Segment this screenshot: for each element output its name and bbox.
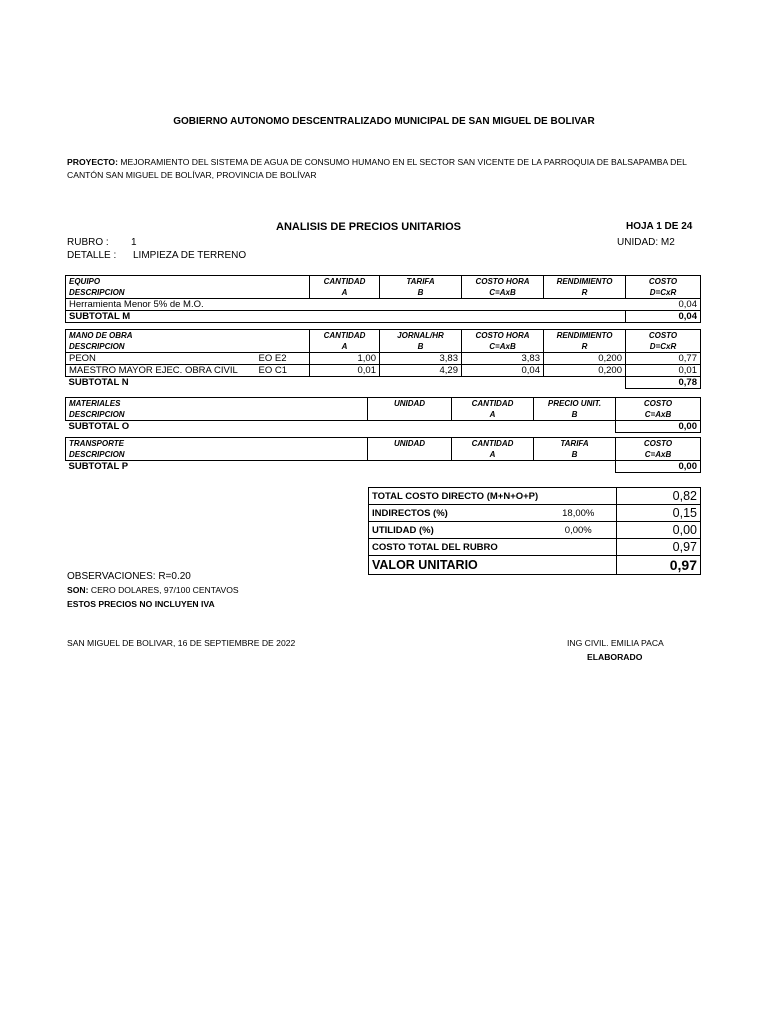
subtotal-row (66, 377, 701, 389)
subtotal-m-value: 0,04 (626, 311, 701, 323)
materiales-header-desc: MATERIALES DESCRIPCION (66, 398, 368, 421)
project-description (67, 156, 707, 182)
utilidad-value: 0,00 (617, 522, 701, 539)
subtotal-n-value: 0,78 (626, 377, 701, 389)
totals-table (368, 487, 701, 575)
labor-rendimiento: 0,200 (544, 365, 626, 377)
son-text: CERO DOLARES, 97/100 CENTAVOS (88, 585, 239, 595)
labor-jornal: 3,83 (380, 353, 462, 365)
subtotal-row (66, 461, 701, 473)
labor-category: EO E2 (256, 353, 310, 365)
transporte-header-cantidad: CANTIDAD A (452, 438, 534, 461)
unit-label: UNIDAD: M2 (617, 237, 675, 248)
subtotal-row (66, 311, 701, 323)
engineer-name: ING CIVIL. EMILIA PACA (567, 638, 664, 648)
labor-cantidad: 1,00 (310, 353, 380, 365)
equipo-header-rendimiento: RENDIMIENTO R (544, 276, 626, 299)
transporte-header-unidad: UNIDAD (368, 438, 452, 461)
costo-total-label: COSTO TOTAL DEL RUBRO (369, 539, 617, 556)
indirectos-value: 0,15 (617, 505, 701, 522)
subtotal-o-value: 0,00 (616, 421, 701, 433)
labor-jornal: 4,29 (380, 365, 462, 377)
materiales-header-precio: PRECIO UNIT. B (534, 398, 616, 421)
subtotal-row (66, 421, 701, 433)
labor-desc: PEON (66, 353, 256, 365)
elaborado-label: ELABORADO (587, 652, 643, 662)
equipo-header-costo-hora: COSTO HORA C=AxB (462, 276, 544, 299)
utilidad-row (369, 522, 701, 539)
transporte-header-desc: TRANSPORTE DESCRIPCION (66, 438, 368, 461)
indirectos-row (369, 505, 701, 522)
mano-obra-header (66, 330, 701, 353)
equipo-header-costo: COSTO D=CxR (626, 276, 701, 299)
equipo-row-desc: Herramienta Menor 5% de M.O. (66, 299, 626, 311)
subtotal-m-label: SUBTOTAL M (66, 311, 626, 323)
mano-obra-header-costo: COSTO D=CxR (626, 330, 701, 353)
mano-obra-header-rendimiento: RENDIMIENTO R (544, 330, 626, 353)
iva-note: ESTOS PRECIOS NO INCLUYEN IVA (67, 599, 215, 609)
mano-obra-table (65, 329, 701, 389)
mano-obra-header-desc: MANO DE OBRA DESCRIPCION (66, 330, 310, 353)
equipo-row-costo: 0,04 (626, 299, 701, 311)
observaciones: OBSERVACIONES: R=0.20 (67, 571, 191, 582)
labor-category: EO C1 (256, 365, 310, 377)
transporte-header-costo: COSTO C=AxB (616, 438, 701, 461)
subtotal-n-label: SUBTOTAL N (68, 377, 129, 389)
table-row (66, 353, 701, 365)
project-text: MEJORAMIENTO DEL SISTEMA DE AGUA DE CONSUMO HUMANO EN EL SECTOR SAN VICENTE DE LA PARROQUIA DE BALSAPAMBA DEL CANTÓN SAN MIGUEL DE BOLÍVAR, PROVINCIA DE BOLÍVAR (67, 157, 687, 180)
labor-desc: MAESTRO MAYOR EJEC. OBRA CIVIL (66, 365, 256, 377)
equipo-header (66, 276, 701, 299)
mano-obra-header-costo-hora: COSTO HORA C=AxB (462, 330, 544, 353)
labor-cantidad: 0,01 (310, 365, 380, 377)
materiales-header-unidad: UNIDAD (368, 398, 452, 421)
labor-rendimiento: 0,200 (544, 353, 626, 365)
analysis-title: ANALISIS DE PRECIOS UNITARIOS (276, 221, 461, 233)
project-label: PROYECTO: (67, 157, 118, 167)
total-directo-value: 0,82 (617, 488, 701, 505)
subtotal-o-label: SUBTOTAL O (68, 421, 130, 433)
equipo-header-desc: EQUIPO DESCRIPCION (66, 276, 310, 299)
document-title: GOBIERNO AUTONOMO DESCENTRALIZADO MUNICIPAL DE SAN MIGUEL DE BOLIVAR (173, 116, 595, 127)
son-label: SON: (67, 585, 89, 595)
detalle-value: LIMPIEZA DE TERRENO (133, 250, 247, 261)
materiales-table (65, 397, 701, 433)
rubro-label: RUBRO : (67, 237, 109, 248)
utilidad-label: UTILIDAD (%) (369, 522, 541, 539)
materiales-header (66, 398, 701, 421)
transporte-header (66, 438, 701, 461)
table-row (66, 299, 701, 311)
equipo-header-cantidad: CANTIDAD A (310, 276, 380, 299)
rubro-value: 1 (131, 237, 137, 248)
materiales-header-costo: COSTO C=AxB (616, 398, 701, 421)
detalle-label: DETALLE : (67, 250, 117, 261)
indirectos-label: INDIRECTOS (%) (369, 505, 541, 522)
transporte-header-tarifa: TARIFA B (534, 438, 616, 461)
table-row (66, 365, 701, 377)
valor-unitario-label: VALOR UNITARIO (369, 556, 617, 575)
labor-costo-hora: 0,04 (462, 365, 544, 377)
sheet-number: HOJA 1 DE 24 (626, 221, 693, 232)
labor-costo: 0,01 (626, 365, 701, 377)
utilidad-percent: 0,00% (541, 522, 617, 539)
indirectos-percent: 18,00% (541, 505, 617, 522)
mano-obra-header-jornal: JORNAL/HR B (380, 330, 462, 353)
son-line (67, 585, 239, 595)
mano-obra-header-cantidad: CANTIDAD A (310, 330, 380, 353)
subtotal-p-label: SUBTOTAL P (68, 461, 129, 473)
place-date: SAN MIGUEL DE BOLIVAR, 16 DE SEPTIEMBRE DE 2022 (67, 638, 296, 648)
costo-total-value: 0,97 (617, 539, 701, 556)
valor-unitario-row (369, 556, 701, 575)
valor-unitario-value: 0,97 (617, 556, 701, 575)
equipo-header-tarifa: TARIFA B (380, 276, 462, 299)
total-directo-row (369, 488, 701, 505)
transporte-table (65, 437, 701, 473)
materiales-header-cantidad: CANTIDAD A (452, 398, 534, 421)
equipo-table (65, 275, 701, 323)
costo-total-row (369, 539, 701, 556)
subtotal-p-value: 0,00 (616, 461, 701, 473)
labor-costo-hora: 3,83 (462, 353, 544, 365)
labor-costo: 0,77 (626, 353, 701, 365)
total-directo-label: TOTAL COSTO DIRECTO (M+N+O+P) (369, 488, 617, 505)
